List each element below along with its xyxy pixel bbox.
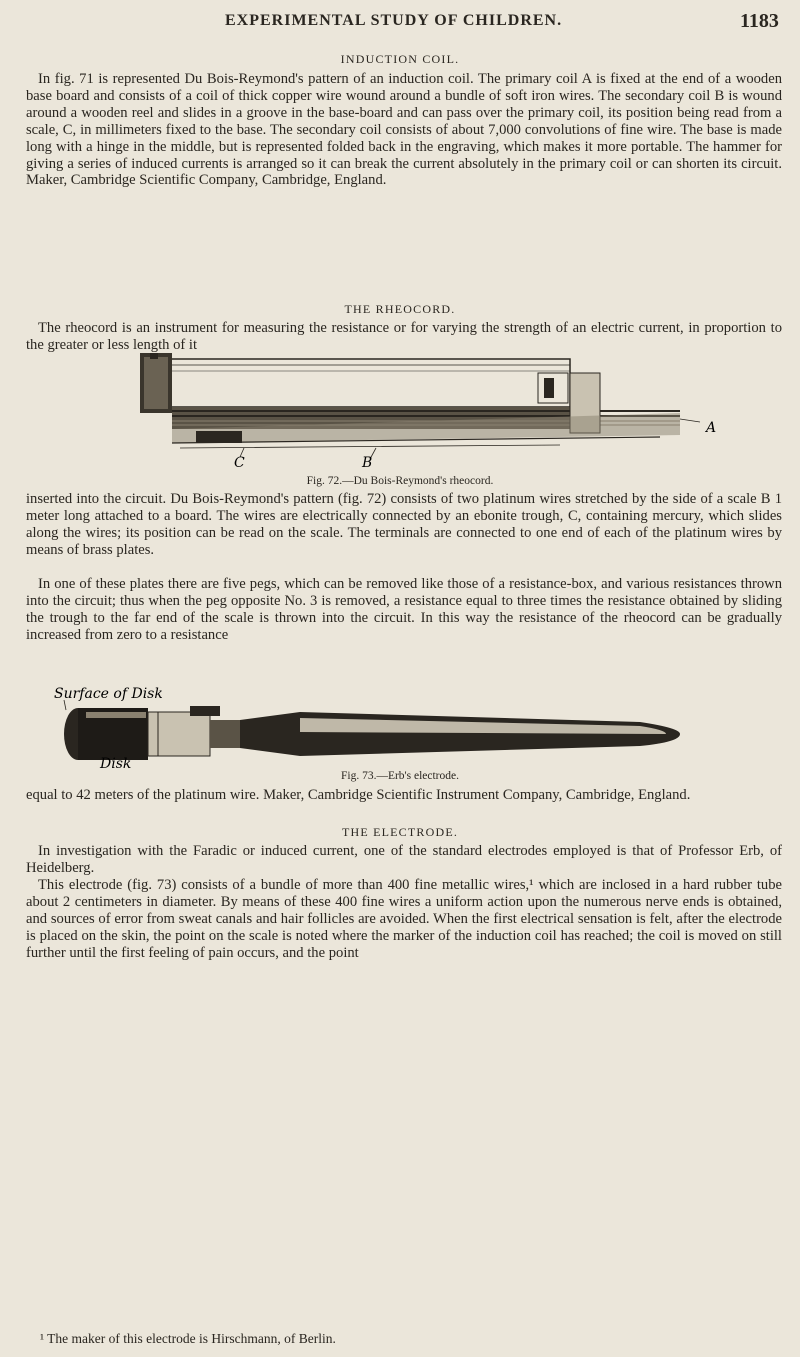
figure-72-rheocord [140, 353, 730, 473]
figure-73-caption: Fig. 73.—Erb's electrode. [340, 770, 459, 782]
running-title: EXPERIMENTAL STUDY OF CHILDREN. [225, 12, 563, 29]
fig73-label-surface-of-disk: Surface of Disk [54, 686, 163, 702]
paragraph-rheocord-maker: equal to 42 meters of the platinum wire. Maker, Cambridge Scientific Instrument Company, Cambridge, England. [26, 787, 691, 803]
heading-induction-coil: INDUCTION COIL. [340, 52, 460, 66]
paragraph-induction-coil: In fig. 71 is represented Du Bois-Reymond's pattern of an induction coil. The primary coil A is fixed at the end of a wooden base board and consists of a coil of thick copper wire wound around a bundle of soft iron wires. The secondary coil B is wound around a wooden reel and slides in a groove in the base-board and can pass over the primary coil, its position being read from a scale, C, in millimeters fixed to the base. The secondary coil consists of about 7,000 convolutions of fine wire. The base is made long with a hinge in the middle, but is represented folded back in the engraving, which makes it more portable. The hammer for giving a series of induced currents is arranged so it can break the current absolutely in the primary coil or can shorten its circuit. Maker, Cambridge Scientific Company, Cambridge, England. [26, 71, 782, 189]
figure-72-caption: Fig. 72.—Du Bois-Reymond's rheocord. [306, 475, 494, 487]
paragraph-electrode-description: This electrode (fig. 73) consists of a bundle of more than 400 fine metallic wires,¹ which are inclosed in a hard rubber tube about 2 centimeters in diameter. By means of these 400 fine wires a uniform action upon the numerous nerve ends is obtained, and sources of error from sweat canals and hair follicles are avoided. When the first electrical sensation is felt, after the electrode is placed on the skin, the point on the scale is noted where the marker of the induction coil has reached; the coil is moved on still further until the first feeling of pain occurs, and the point [26, 877, 782, 961]
paragraph-rheocord-pegs: In one of these plates there are five pegs, which can be removed like those of a resistance-box, and various resistances thrown into the circuit; thus when the peg opposite No. 3 is removed, a resistance equal to three times the resistance obtained by sliding the trough to the far end of the scale is thrown into the circuit. In this way the resistance of the rheocord can be gradually increased from zero to a resistance [26, 576, 782, 643]
fig72-label-b: B [362, 455, 373, 471]
fig72-label-c: C [234, 455, 245, 471]
heading-rheocord: THE RHEOCORD. [344, 302, 456, 316]
paragraph-rheocord-intro: The rheocord is an instrument for measuring the resistance or for varying the strength of an electric current, in proportion to the greater or less length of it [26, 320, 782, 353]
page-number: 1183 [740, 10, 779, 32]
fig73-label-disk: Disk [100, 756, 132, 770]
paragraph-rheocord-description: inserted into the circuit. Du Bois-Reymond's pattern (fig. 72) consists of two platinum wires stretched by the side of a scale B 1 meter long attached to a board. The wires are electrically connected by an ebonite trough, C, containing mercury, which slides along the wires; its position can be read on the scale. The terminals are connected to one end of each of the platinum wires by means of brass plates. [26, 491, 782, 558]
footnote: ¹ The maker of this electrode is Hirschmann, of Berlin. [40, 1331, 336, 1346]
heading-electrode: THE ELECTRODE. [341, 825, 459, 839]
paragraph-electrode-intro: In investigation with the Faradic or induced current, one of the standard electrodes employed is that of Professor Erb, of Heidelberg. [26, 843, 782, 876]
rheocord-board [140, 353, 700, 459]
electrode-body [64, 706, 680, 760]
running-head [0, 6, 800, 34]
fig72-label-a: A [706, 420, 717, 436]
figure-73-electrode [40, 682, 720, 770]
